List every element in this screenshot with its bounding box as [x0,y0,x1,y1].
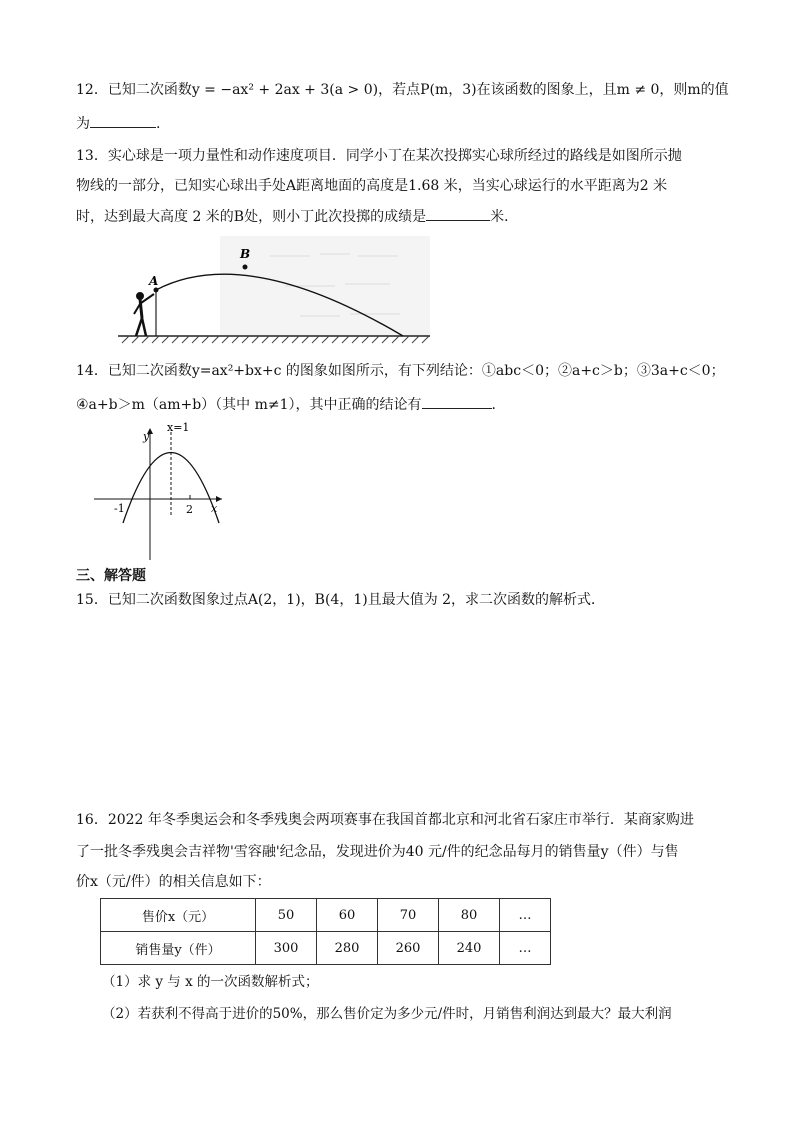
q16-line2: 了一批冬季残奥会吉祥物'雪容融'纪念品，发现进价为40 元/件的纪念品每月的销售量y（件）与售 [76,844,679,860]
q13-line3 [76,206,518,227]
table-cell: 300 [256,932,317,965]
table-row [101,899,551,932]
x-label: x [211,502,218,515]
q14-answer-blank[interactable] [422,394,492,409]
q16-part2: （2）若获利不得高于进价的50%，那么售价定为多少元/件时，月销售利润达到最大？最大利润 [102,1006,672,1022]
q14-line2 [76,394,496,415]
q12-line2 [76,113,160,134]
q13-line2: 物线的一部分，已知实心球出手处A距离地面的高度是1.68 米，当实心球运行的水平距离为2 米 [76,178,668,194]
section-title: 三、解答题 [76,568,146,584]
point-b [243,265,248,270]
label-b: B [240,247,251,261]
q14-parabola-graph [92,420,232,562]
table-header-cell: 销售量y（件） [101,932,256,965]
q13-suffix: 米． [490,209,519,225]
q12-prefix: 为 [76,116,90,132]
table-cell: 260 [378,932,439,965]
q12-suffix: . [156,116,161,132]
table-cell: 280 [317,932,378,965]
table-cell: 50 [256,899,317,932]
q13-line1: 13．实心球是一项力量性和动作速度项目．同学小丁在某次投掷实心球所经过的路线是如图所示抛 [76,148,682,164]
q16-part1: （1）求 y 与 x 的一次函数解析式； [102,974,319,990]
q14-prefix: ④a+b＞m（am+b）（其中 m≠1），其中正确的结论有 [76,397,422,413]
ground-hatch [122,336,429,343]
table-header-cell: 售价x（元） [101,899,256,932]
q15-text: 15．已知二次函数图象过点A(2，1)，B(4，1)且最大值为 2，求二次函数的解析式． [76,592,606,608]
label-a: A [149,274,159,288]
point-a [154,288,159,293]
q12-line1: 12．已知二次函数y = −ax² + 2ax + 3(a > 0)，若点P(m，3)在该函数的图象上，且m ≠ 0，则m的值 [76,82,729,98]
thrower-figure [134,293,154,337]
price-sales-table [100,898,551,965]
table-row [101,932,551,965]
q16-line3: 价x（元/件）的相关信息如下： [76,874,271,890]
table-cell: … [500,899,551,932]
table-cell: … [500,932,551,965]
y-label: y [143,430,150,443]
table-cell: 60 [317,899,378,932]
table-cell: 70 [378,899,439,932]
q14-line1: 14．已知二次函数y=ax²+bx+c 的图象如图所示，有下列结论：①abc＜0；②a+c＞b；③3a+c＜0； [76,363,725,379]
q16-line1: 16．2022 年冬季奥运会和冬季残奥会两项赛事在我国首都北京和河北省石家庄市举行．某商家购进 [76,812,694,828]
tick-label-neg1: -1 [114,502,125,515]
table-cell: 240 [439,932,500,965]
tick-label-2: 2 [186,503,193,516]
q13-answer-blank[interactable] [426,206,490,221]
q12-answer-blank[interactable] [90,113,156,128]
q13-prefix: 时，达到最大高度 2 米的B处，则小丁此次投掷的成绩是 [76,209,427,225]
axis-label: x=1 [167,421,190,434]
q14-suffix: . [491,397,496,413]
table-cell: 80 [439,899,500,932]
q13-throw-figure [100,236,430,346]
